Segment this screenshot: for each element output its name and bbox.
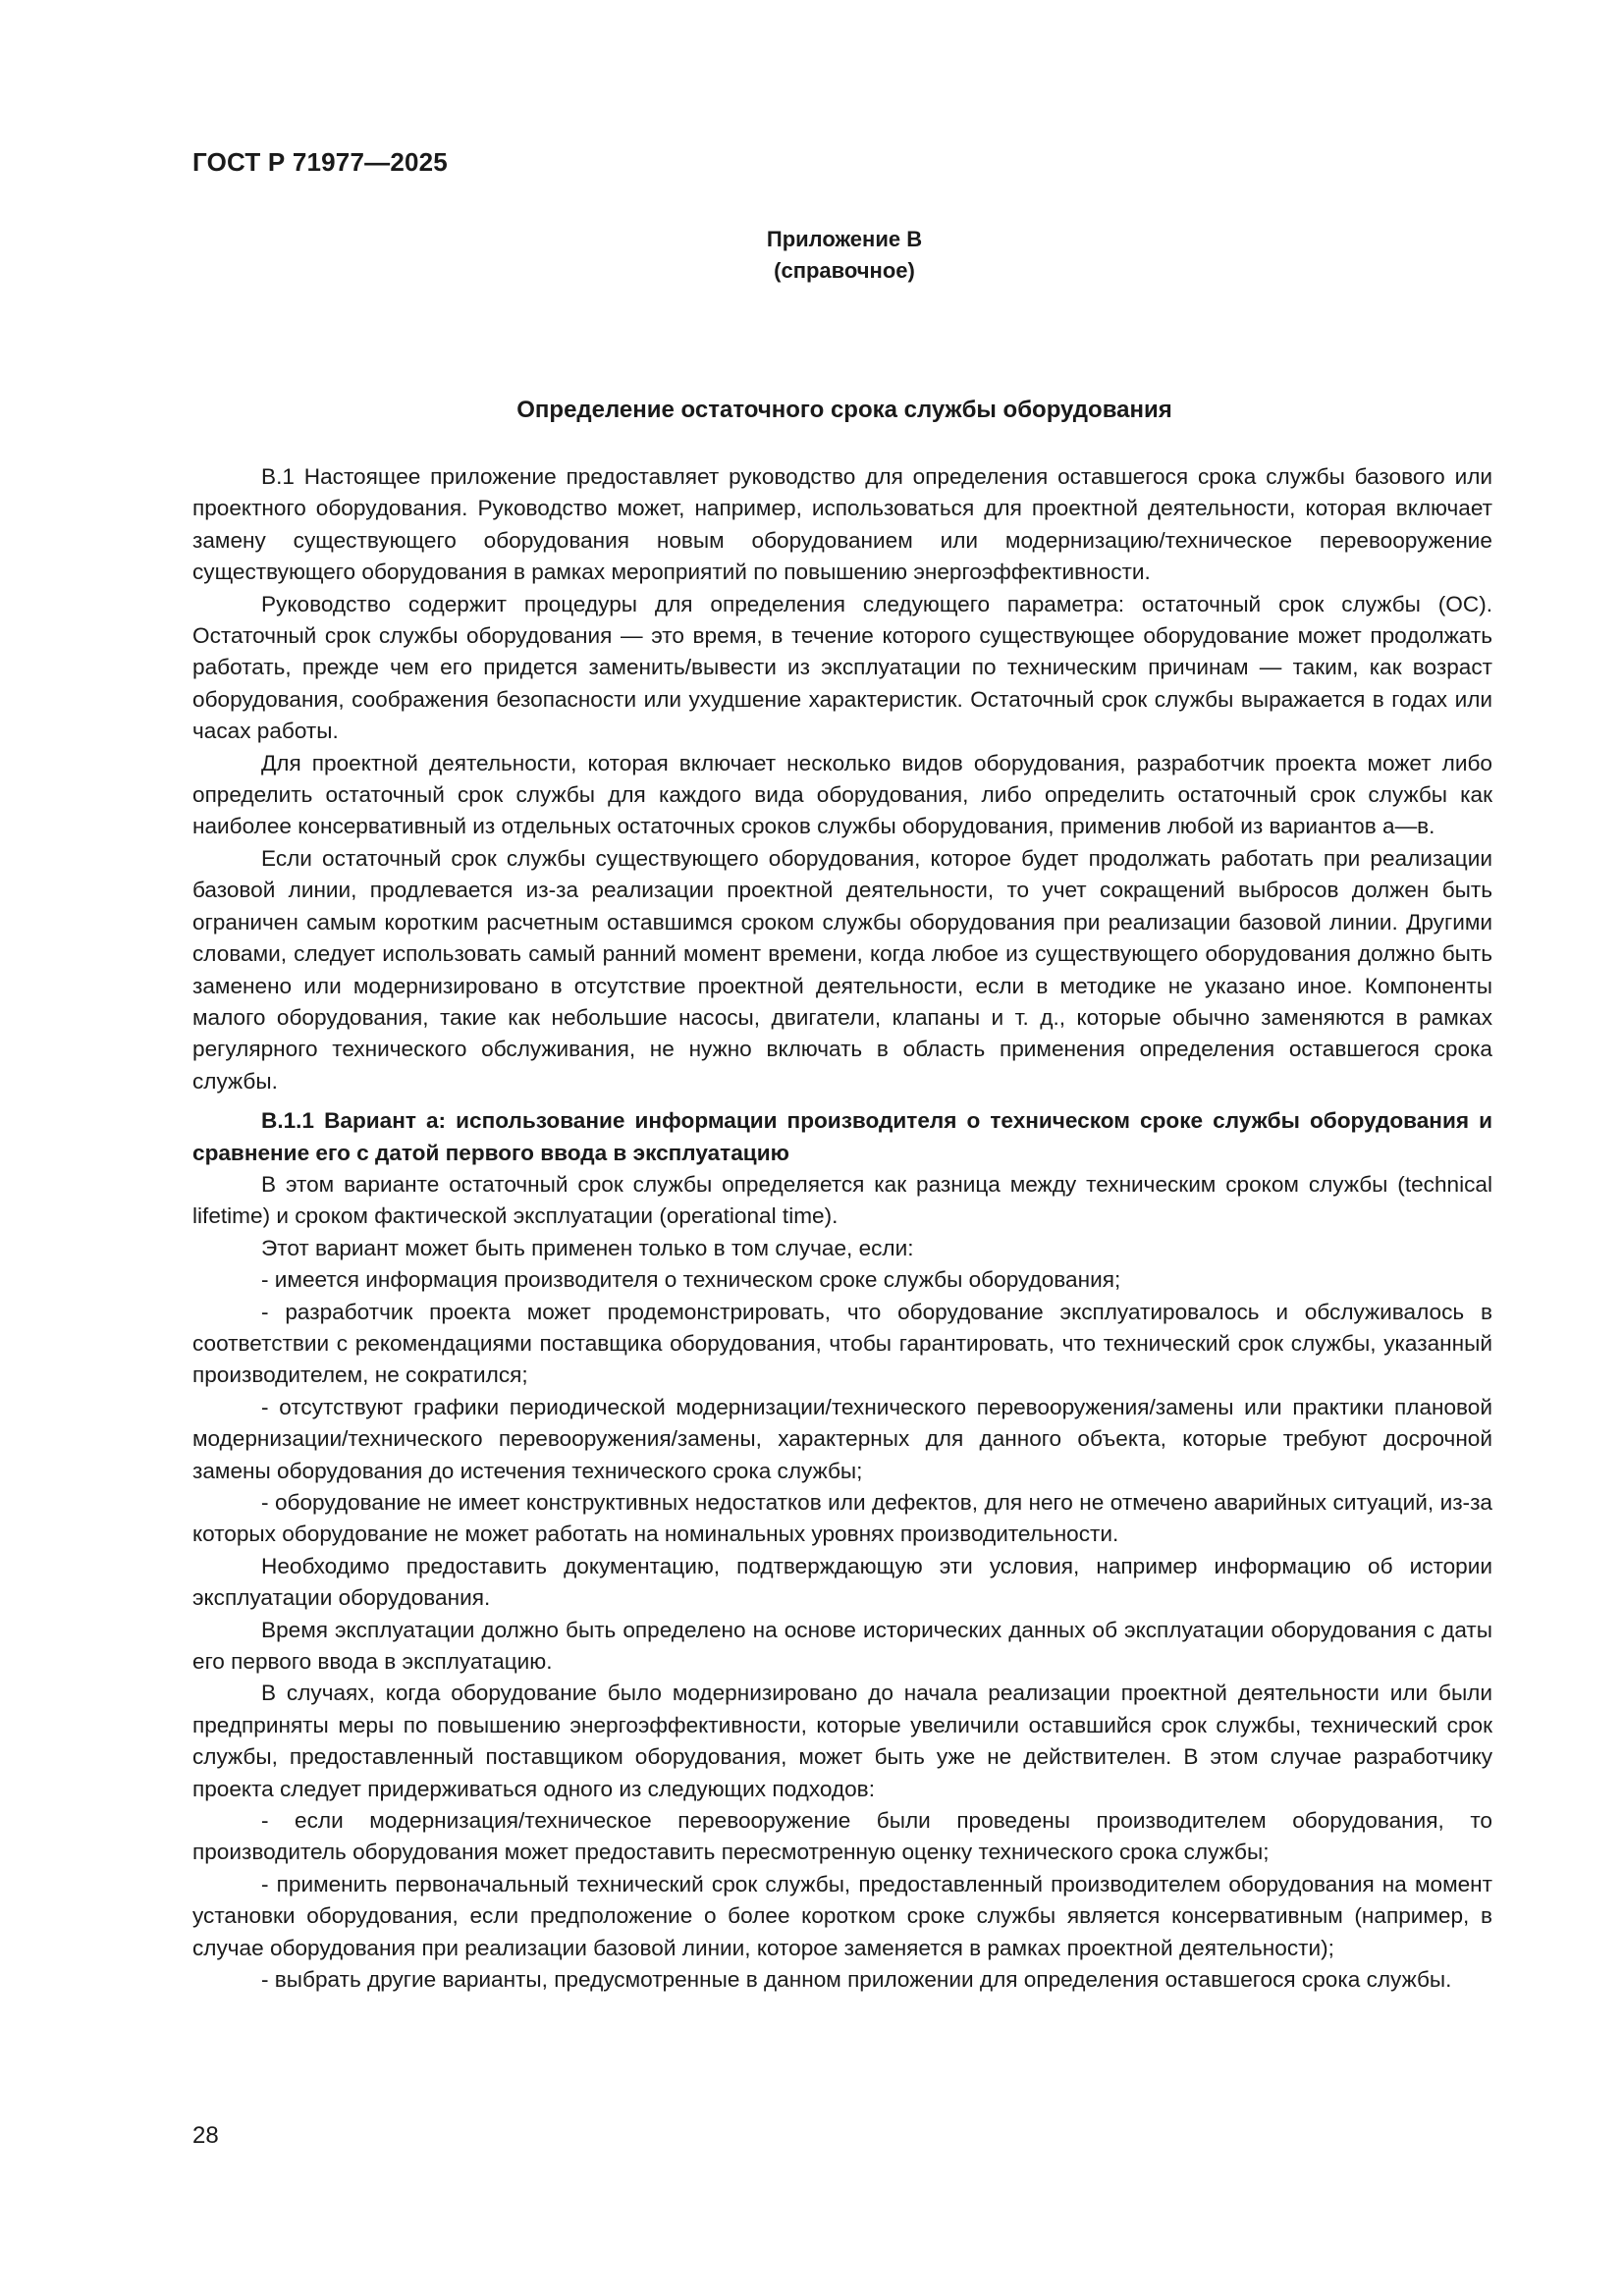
paragraph: Время эксплуатации должно быть определено на основе исторических данных об эксплуатации оборудования с даты его первого ввода в эксплуатацию. [192, 1617, 1492, 1675]
subsection-heading: В.1.1 Вариант а: использование информации производителя о техническом сроке службы оборудования и сравнение его с датой первого ввода в эксплуатацию [192, 1108, 1492, 1165]
paragraph: В случаях, когда оборудование было модернизировано до начала реализации проектной деятельности или были предприняты меры по повышению энергоэффективности, которые увеличили оставшийся срок службы, технический срок службы, предоставленный поставщиком оборудования, может быть уже не действителен. В этом случае разработчику проекта следует придерживаться одного из следующих подходов: [192, 1681, 1492, 1801]
paragraph: Необходимо предоставить документацию, подтверждающую эти условия, например информацию об истории эксплуатации оборудования. [192, 1553, 1492, 1611]
list-item: - применить первоначальный технический срок службы, предоставленный производителем оборудования на момент установки оборудования, если предположение о более коротком сроке службы является консервативным (например, в случае оборудования при реализации базовой линии, которое заменяется в рамках проектной деятельности); [192, 1871, 1492, 1960]
body-text [192, 461, 1492, 1997]
appendix-title: Приложение В [766, 227, 923, 251]
paragraph: Этот вариант может быть применен только в том случае, если: [261, 1235, 914, 1260]
list-item: - оборудование не имеет конструктивных недостатков или дефектов, для него не отмечено аварийных ситуаций, из-за которых оборудование не может работать на номинальных уровнях производительности. [192, 1490, 1492, 1547]
list-item: - отсутствуют графики периодической модернизации/технического перевооружения/замены или практики плановой модернизации/технического перевооружения/замены, характерных для данного объекта, которые требуют досрочной замены оборудования до истечения технического срока службы; [192, 1394, 1492, 1483]
paragraph: Руководство содержит процедуры для определения следующего параметра: остаточный срок службы (ОС). Остаточный срок службы оборудования — это время, в течение которого существующее оборудование может продолжать работать, прежде чем его придется заменить/вывести из эксплуатации по техническим причинам — таким, как возраст оборудования, соображения безопасности или ухудшение характеристик. Остаточный срок службы выражается в годах или часах работы. [192, 591, 1492, 744]
appendix-type: (справочное) [774, 258, 915, 283]
list-item: - если модернизация/техническое перевооружение были проведены производителем оборудования, то производитель оборудования может предоставить пересмотренную оценку технического срока службы; [192, 1808, 1492, 1865]
list-item: - имеется информация производителя о техническом сроке службы оборудования; [261, 1267, 1121, 1293]
paragraph: В.1 Настоящее приложение предоставляет руководство для определения оставшегося срока службы базового или проектного оборудования. Руководство может, например, использоваться для проектной деятельности, которая включает замену существующего оборудования новым оборудованием или модернизацию/техническое перевооружение существующего оборудования в рамках мероприятий по повышению энергоэффективности. [192, 464, 1492, 585]
paragraph: В этом варианте остаточный срок службы определяется как разница между техническим сроком службы (technical lifetime) и сроком фактической эксплуатации (operational time). [192, 1171, 1492, 1229]
list-item: - разработчик проекта может продемонстрировать, что оборудование эксплуатировалось и обслуживалось в соответствии с рекомендациями поставщика оборудования, чтобы гарантировать, что технический срок службы, указанный производителем, не сократился; [192, 1299, 1492, 1388]
page-number: 28 [192, 2122, 219, 2149]
document-code: ГОСТ Р 71977—2025 [192, 147, 448, 177]
paragraph: Если остаточный срок службы существующего оборудования, которое будет продолжать работать при реализации базовой линии, продлевается из-за реализации проектной деятельности, то учет сокращений выбросов должен быть ограничен самым коротким расчетным оставшимся сроком службы оборудования при реализации базовой линии. Другими словами, следует использовать самый ранний момент времени, когда любое из существующего оборудования должно быть заменено или модернизировано в отсутствие проектной деятельности, если в методике не указано иное. Компоненты малого оборудования, такие как небольшие насосы, двигатели, клапаны и т. д., которые обычно заменяются в рамках регулярного технического обслуживания, не нужно включать в область применения определения оставшегося срока службы. [192, 845, 1492, 1094]
section-title: Определение остаточного срока службы оборудования [516, 397, 1172, 423]
list-item: - выбрать другие варианты, предусмотренные в данном приложении для определения оставшегося срока службы. [261, 1967, 1452, 1993]
paragraph: Для проектной деятельности, которая включает несколько видов оборудования, разработчик проекта может либо определить остаточный срок службы для каждого вида оборудования, либо определить остаточный срок службы как наиболее консервативный из отдельных остаточных сроков службы оборудования, применив любой из вариантов а—в. [192, 750, 1492, 839]
